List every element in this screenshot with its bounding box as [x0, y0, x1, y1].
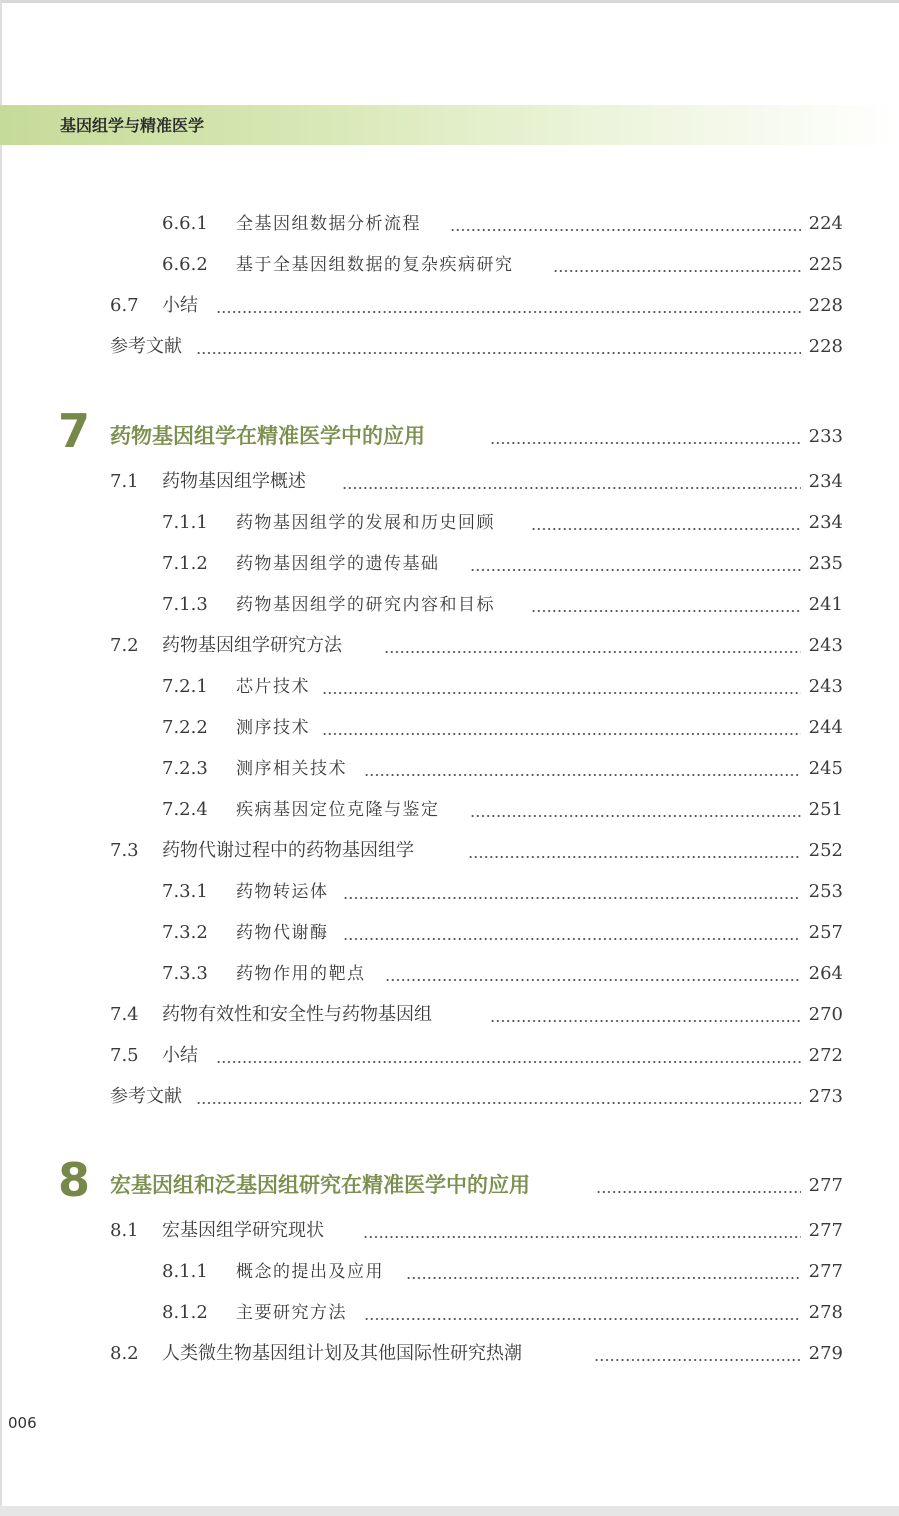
entry-number: 7.2.3 — [162, 758, 208, 779]
entry-page: 244 — [808, 717, 843, 738]
entry-title: 小结 — [162, 1045, 198, 1066]
top-border — [0, 0, 899, 3]
dot-leader — [470, 552, 801, 576]
chapter-number: 7 — [58, 404, 91, 458]
entry-number: 7.2.4 — [162, 799, 208, 820]
toc-chapter-7[interactable] — [0, 404, 899, 458]
entry-page: 245 — [808, 758, 843, 779]
entry-title: 宏基因组学研究现状 — [162, 1220, 324, 1241]
dot-leader — [363, 1219, 801, 1243]
entry-page: 235 — [808, 553, 843, 574]
toc-entry-6-6-1[interactable] — [0, 212, 899, 236]
entry-page: 277 — [808, 1261, 843, 1282]
toc-entry-7-3-2[interactable] — [0, 921, 899, 945]
entry-number: 8.1 — [110, 1220, 139, 1241]
entry-page: 272 — [808, 1045, 843, 1066]
page-number: 006 — [8, 1414, 37, 1432]
entry-title: 概念的提出及应用 — [236, 1262, 384, 1282]
dot-leader — [385, 962, 801, 986]
entry-number: 7.3.3 — [162, 963, 208, 984]
entry-title: 药物代谢过程中的药物基因组学 — [162, 840, 414, 861]
toc-entry-7-2-1[interactable] — [0, 675, 899, 699]
entry-number: 7.1.2 — [162, 553, 208, 574]
entry-page: 253 — [808, 881, 843, 902]
dot-leader — [216, 294, 801, 318]
entry-title: 药物基因组学的研究内容和目标 — [236, 595, 495, 615]
entry-page: 241 — [808, 594, 843, 615]
dot-leader — [490, 1003, 801, 1027]
chapter-number: 8 — [58, 1153, 91, 1207]
entry-number: 7.2 — [110, 635, 139, 656]
entry-page: 264 — [808, 963, 843, 984]
entry-page: 257 — [808, 922, 843, 943]
toc-entry-7-1-1[interactable] — [0, 511, 899, 535]
dot-leader — [470, 798, 801, 822]
entry-number: 7.3.1 — [162, 881, 208, 902]
entry-number: 7.1.3 — [162, 594, 208, 615]
dot-leader — [596, 1174, 801, 1198]
dot-leader — [364, 757, 801, 781]
toc-entry-7-3-1[interactable] — [0, 880, 899, 904]
entry-page: 224 — [808, 213, 843, 234]
entry-number: 7.3.2 — [162, 922, 208, 943]
entry-title: 测序相关技术 — [236, 759, 347, 779]
entry-page: 225 — [808, 254, 843, 275]
dot-leader — [216, 1044, 801, 1068]
toc-entry-7-2-4[interactable] — [0, 798, 899, 822]
entry-page: 278 — [808, 1302, 843, 1323]
entry-number: 7.5 — [110, 1045, 139, 1066]
entry-page: 273 — [808, 1086, 843, 1107]
entry-page: 243 — [808, 676, 843, 697]
toc-entry-8-2[interactable] — [0, 1342, 899, 1366]
dot-leader — [196, 335, 801, 359]
entry-title: 药物有效性和安全性与药物基因组 — [162, 1004, 432, 1025]
entry-page: 234 — [808, 512, 843, 533]
dot-leader — [450, 212, 801, 236]
dot-leader — [322, 716, 801, 740]
toc-entry-7-2-2[interactable] — [0, 716, 899, 740]
toc-entry-8-1-2[interactable] — [0, 1301, 899, 1325]
entry-page: 251 — [808, 799, 843, 820]
entry-number: 8.1.1 — [162, 1261, 208, 1282]
entry-number: 7.1.1 — [162, 512, 208, 533]
dot-leader — [196, 1085, 801, 1109]
toc-entry-7-1-3[interactable] — [0, 593, 899, 617]
chapter-page: 277 — [808, 1175, 843, 1196]
entry-number: 6.7 — [110, 295, 139, 316]
dot-leader — [594, 1342, 801, 1366]
dot-leader — [406, 1260, 801, 1284]
entry-title: 疾病基因定位克隆与鉴定 — [236, 800, 440, 820]
entry-title: 药物作用的靶点 — [236, 964, 366, 984]
dot-leader — [384, 634, 801, 658]
running-header-title: 基因组学与精准医学 — [60, 116, 205, 135]
chapter-page: 233 — [808, 426, 843, 447]
dot-leader — [343, 921, 801, 945]
dot-leader — [364, 1301, 801, 1325]
entry-title: 主要研究方法 — [236, 1303, 347, 1323]
dot-leader — [322, 675, 801, 699]
chapter-title: 药物基因组学在精准医学中的应用 — [110, 424, 425, 448]
entry-number: 7.2.2 — [162, 717, 208, 738]
dot-leader — [553, 253, 801, 277]
entry-number: 6.6.2 — [162, 254, 208, 275]
entry-number: 8.1.2 — [162, 1302, 208, 1323]
entry-page: 228 — [808, 336, 843, 357]
dot-leader — [490, 425, 801, 449]
entry-number: 7.3 — [110, 840, 139, 861]
entry-title: 测序技术 — [236, 718, 310, 738]
bottom-border — [0, 1506, 899, 1516]
entry-page: 252 — [808, 840, 843, 861]
entry-title: 参考文献 — [110, 1086, 182, 1107]
dot-leader — [531, 593, 801, 617]
toc-entry-7-5[interactable] — [0, 1044, 899, 1068]
toc-entry-7-1[interactable] — [0, 470, 899, 494]
entry-number: 7.1 — [110, 471, 139, 492]
entry-page: 234 — [808, 471, 843, 492]
toc-entry-8-1-1[interactable] — [0, 1260, 899, 1284]
entry-title: 人类微生物基因组计划及其他国际性研究热潮 — [162, 1343, 522, 1364]
dot-leader — [342, 470, 801, 494]
toc-entry-references-7[interactable] — [0, 1085, 899, 1109]
dot-leader — [531, 511, 801, 535]
dot-leader — [343, 880, 801, 904]
toc-entry-references-6[interactable] — [0, 335, 899, 359]
entry-title: 药物基因组学的遗传基础 — [236, 554, 440, 574]
entry-number: 8.2 — [110, 1343, 139, 1364]
entry-title: 药物转运体 — [236, 882, 329, 902]
entry-title: 全基因组数据分析流程 — [236, 214, 421, 234]
dot-leader — [468, 839, 801, 863]
entry-title: 药物代谢酶 — [236, 923, 329, 943]
entry-page: 270 — [808, 1004, 843, 1025]
entry-title: 芯片技术 — [236, 677, 310, 697]
toc-entry-7-4[interactable] — [0, 1003, 899, 1027]
chapter-title: 宏基因组和泛基因组研究在精准医学中的应用 — [110, 1173, 530, 1197]
entry-title: 药物基因组学的发展和历史回顾 — [236, 513, 495, 533]
entry-title: 基于全基因组数据的复杂疾病研究 — [236, 255, 514, 275]
entry-page: 243 — [808, 635, 843, 656]
entry-page: 228 — [808, 295, 843, 316]
entry-title: 小结 — [162, 295, 198, 316]
entry-title: 药物基因组学研究方法 — [162, 635, 342, 656]
toc-entry-7-2[interactable] — [0, 634, 899, 658]
toc-entry-8-1[interactable] — [0, 1219, 899, 1243]
entry-page: 279 — [808, 1343, 843, 1364]
entry-number: 7.4 — [110, 1004, 139, 1025]
toc-entry-7-3-3[interactable] — [0, 962, 899, 986]
toc-entry-7-3[interactable] — [0, 839, 899, 863]
toc-entry-6-6-2[interactable] — [0, 253, 899, 277]
toc-entry-6-7[interactable] — [0, 294, 899, 318]
entry-title: 药物基因组学概述 — [162, 471, 306, 492]
toc-entry-7-1-2[interactable] — [0, 552, 899, 576]
entry-number: 6.6.1 — [162, 213, 208, 234]
toc-entry-7-2-3[interactable] — [0, 757, 899, 781]
entry-title: 参考文献 — [110, 336, 182, 357]
toc-chapter-8[interactable] — [0, 1153, 899, 1207]
entry-page: 277 — [808, 1220, 843, 1241]
entry-number: 7.2.1 — [162, 676, 208, 697]
